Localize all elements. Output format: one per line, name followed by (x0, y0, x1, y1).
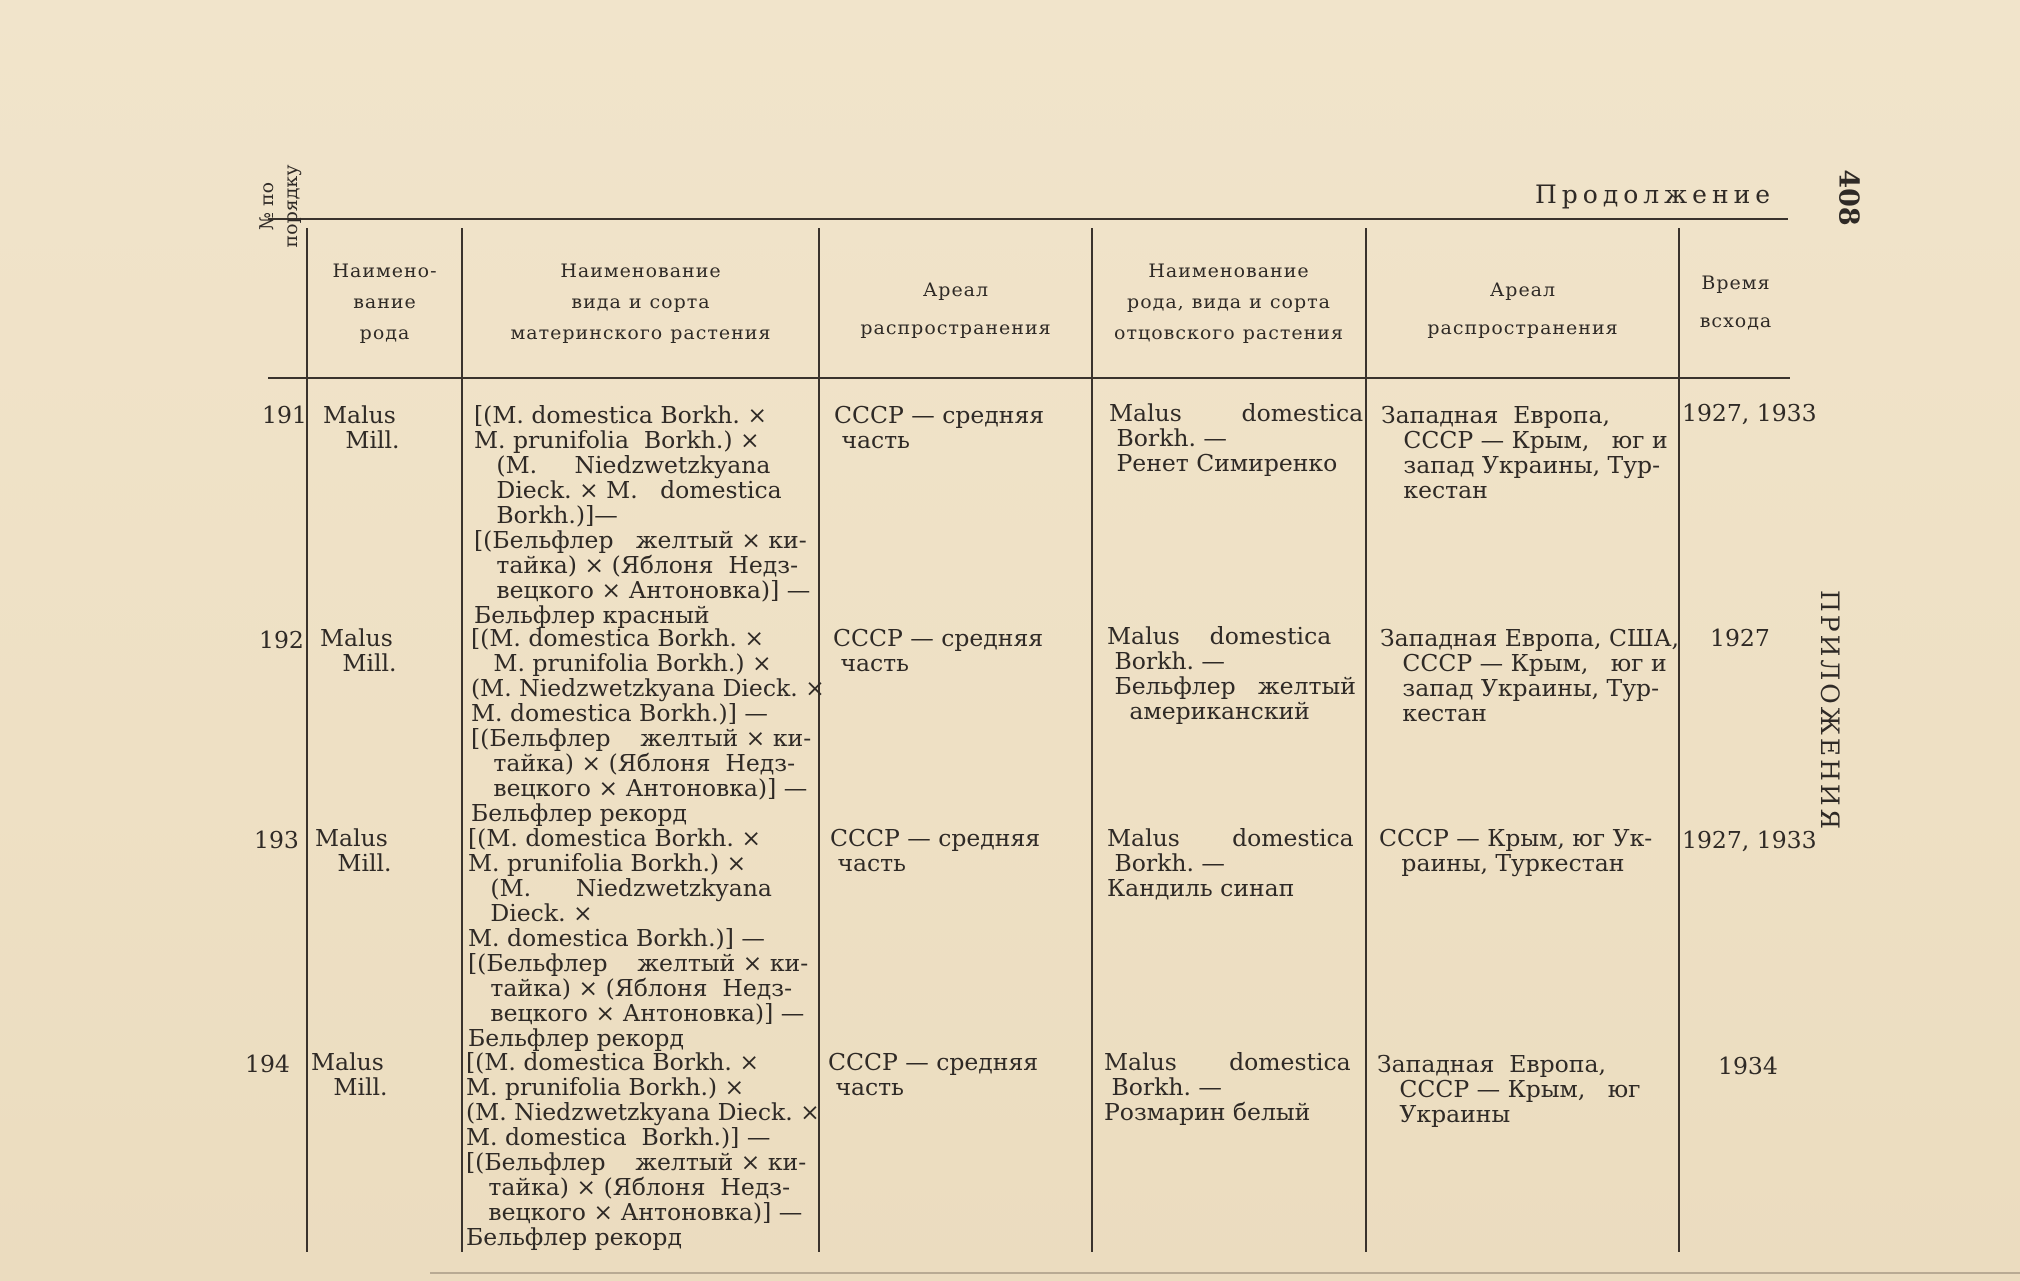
row-number: 193 (254, 826, 299, 854)
side-section-title: ПРИЛОЖЕНИЯ (1815, 590, 1844, 832)
genus-cell: Malus Mill. (320, 624, 397, 677)
row-number: 191 (262, 401, 307, 429)
header-father: Наименование рода, вида и сорта отцовского растения (1114, 260, 1344, 344)
header-mother-area: Ареал распространения (860, 279, 1052, 339)
mother-cell: [(M. domestica Borkh. × M. prunifolia Borkh.) × (M. Niedzwetzkyana Dieck. × M. domestica Borkh.)] — [(Бельфлер желтый × ки- тайка) × (Яблоня Недз- вецкого × Антоновка)] — Бельфлер рекорд (466, 1048, 820, 1251)
row-number: 194 (245, 1050, 290, 1078)
father-cell: Malus domestica Borkh. — Розмарин белый (1104, 1048, 1351, 1126)
mother-cell: [(M. domestica Borkh. × M. prunifolia Borkh.) × (M. Niedzwetzkyana Dieck. × M. domestica Borkh.)]— [(Бельфлер желтый × ки- тайка) × (Яблоня Недз- вецкого × Антоновка)] — Бельфлер красный (474, 401, 811, 629)
time-cell: 1934 (1718, 1052, 1778, 1080)
father-cell: Malus domestica Borkh. — Кандиль синап (1107, 824, 1354, 902)
header-father-area: Ареал распространения (1427, 279, 1619, 339)
column-divider (306, 228, 308, 1252)
time-cell: 1927 (1710, 624, 1770, 652)
father-area-cell: Западная Европа, США, СССР — Крым, юг и запад Украины, Тур- кестан (1380, 624, 1680, 727)
table-header-rule (268, 377, 1790, 379)
row-number: 192 (259, 626, 304, 654)
page-number: 408 (1832, 169, 1864, 226)
father-area-cell: Западная Европа, СССР — Крым, юг и запад Украины, Тур- кестан (1381, 401, 1668, 504)
page-bottom-edge (430, 1272, 2020, 1274)
mother-area-cell: СССР — средняя часть (830, 824, 1041, 877)
header-mother: Наименование вида и сорта материнского растения (510, 260, 772, 344)
mother-area-cell: СССР — средняя часть (833, 624, 1044, 677)
mother-cell: [(M. domestica Borkh. × M. prunifolia Borkh.) × (M. Niedzwetzkyana Dieck. × M. domestica Borkh.)] — [(Бельфлер желтый × ки- тайка) × (Яблоня Недз- вецкого × Антоновка)] — Бельфлер рекорд (468, 824, 809, 1052)
time-cell: 1927, 1933 (1682, 399, 1817, 427)
table-top-rule (268, 218, 1788, 220)
column-divider (1365, 228, 1367, 1252)
mother-area-cell: СССР — средняя часть (828, 1048, 1039, 1101)
column-divider (1091, 228, 1093, 1252)
time-cell: 1927, 1933 (1682, 826, 1817, 854)
genus-cell: Malus Mill. (323, 401, 400, 454)
column-divider (1678, 228, 1680, 1252)
mother-area-cell: СССР — средняя часть (834, 401, 1045, 454)
father-area-cell: Западная Европа, СССР — Крым, юг Украины (1377, 1050, 1641, 1128)
mother-cell: [(M. domestica Borkh. × M. prunifolia Borkh.) × (M. Niedzwetzkyana Dieck. × M. domestica Borkh.)] — [(Бельфлер желтый × ки- тайка) × (Яблоня Недз- вецкого × Антоновка)] — Бельфлер рекорд (471, 624, 825, 827)
genus-cell: Malus Mill. (311, 1048, 388, 1101)
header-number: № по порядку (256, 164, 302, 248)
header-time: Время всхода (1699, 272, 1773, 332)
father-cell: Malus domestica Borkh. — Ренет Симиренко (1109, 399, 1364, 477)
father-cell: Malus domestica Borkh. — Бельфлер желтый американский (1107, 622, 1356, 725)
header-genus: Наимено- вание рода (332, 260, 438, 344)
genus-cell: Malus Mill. (315, 824, 392, 877)
column-divider (461, 228, 463, 1252)
father-area-cell: СССР — Крым, юг Ук- раины, Туркестан (1379, 824, 1653, 877)
continuation-label: Продолжение (1535, 180, 1776, 209)
